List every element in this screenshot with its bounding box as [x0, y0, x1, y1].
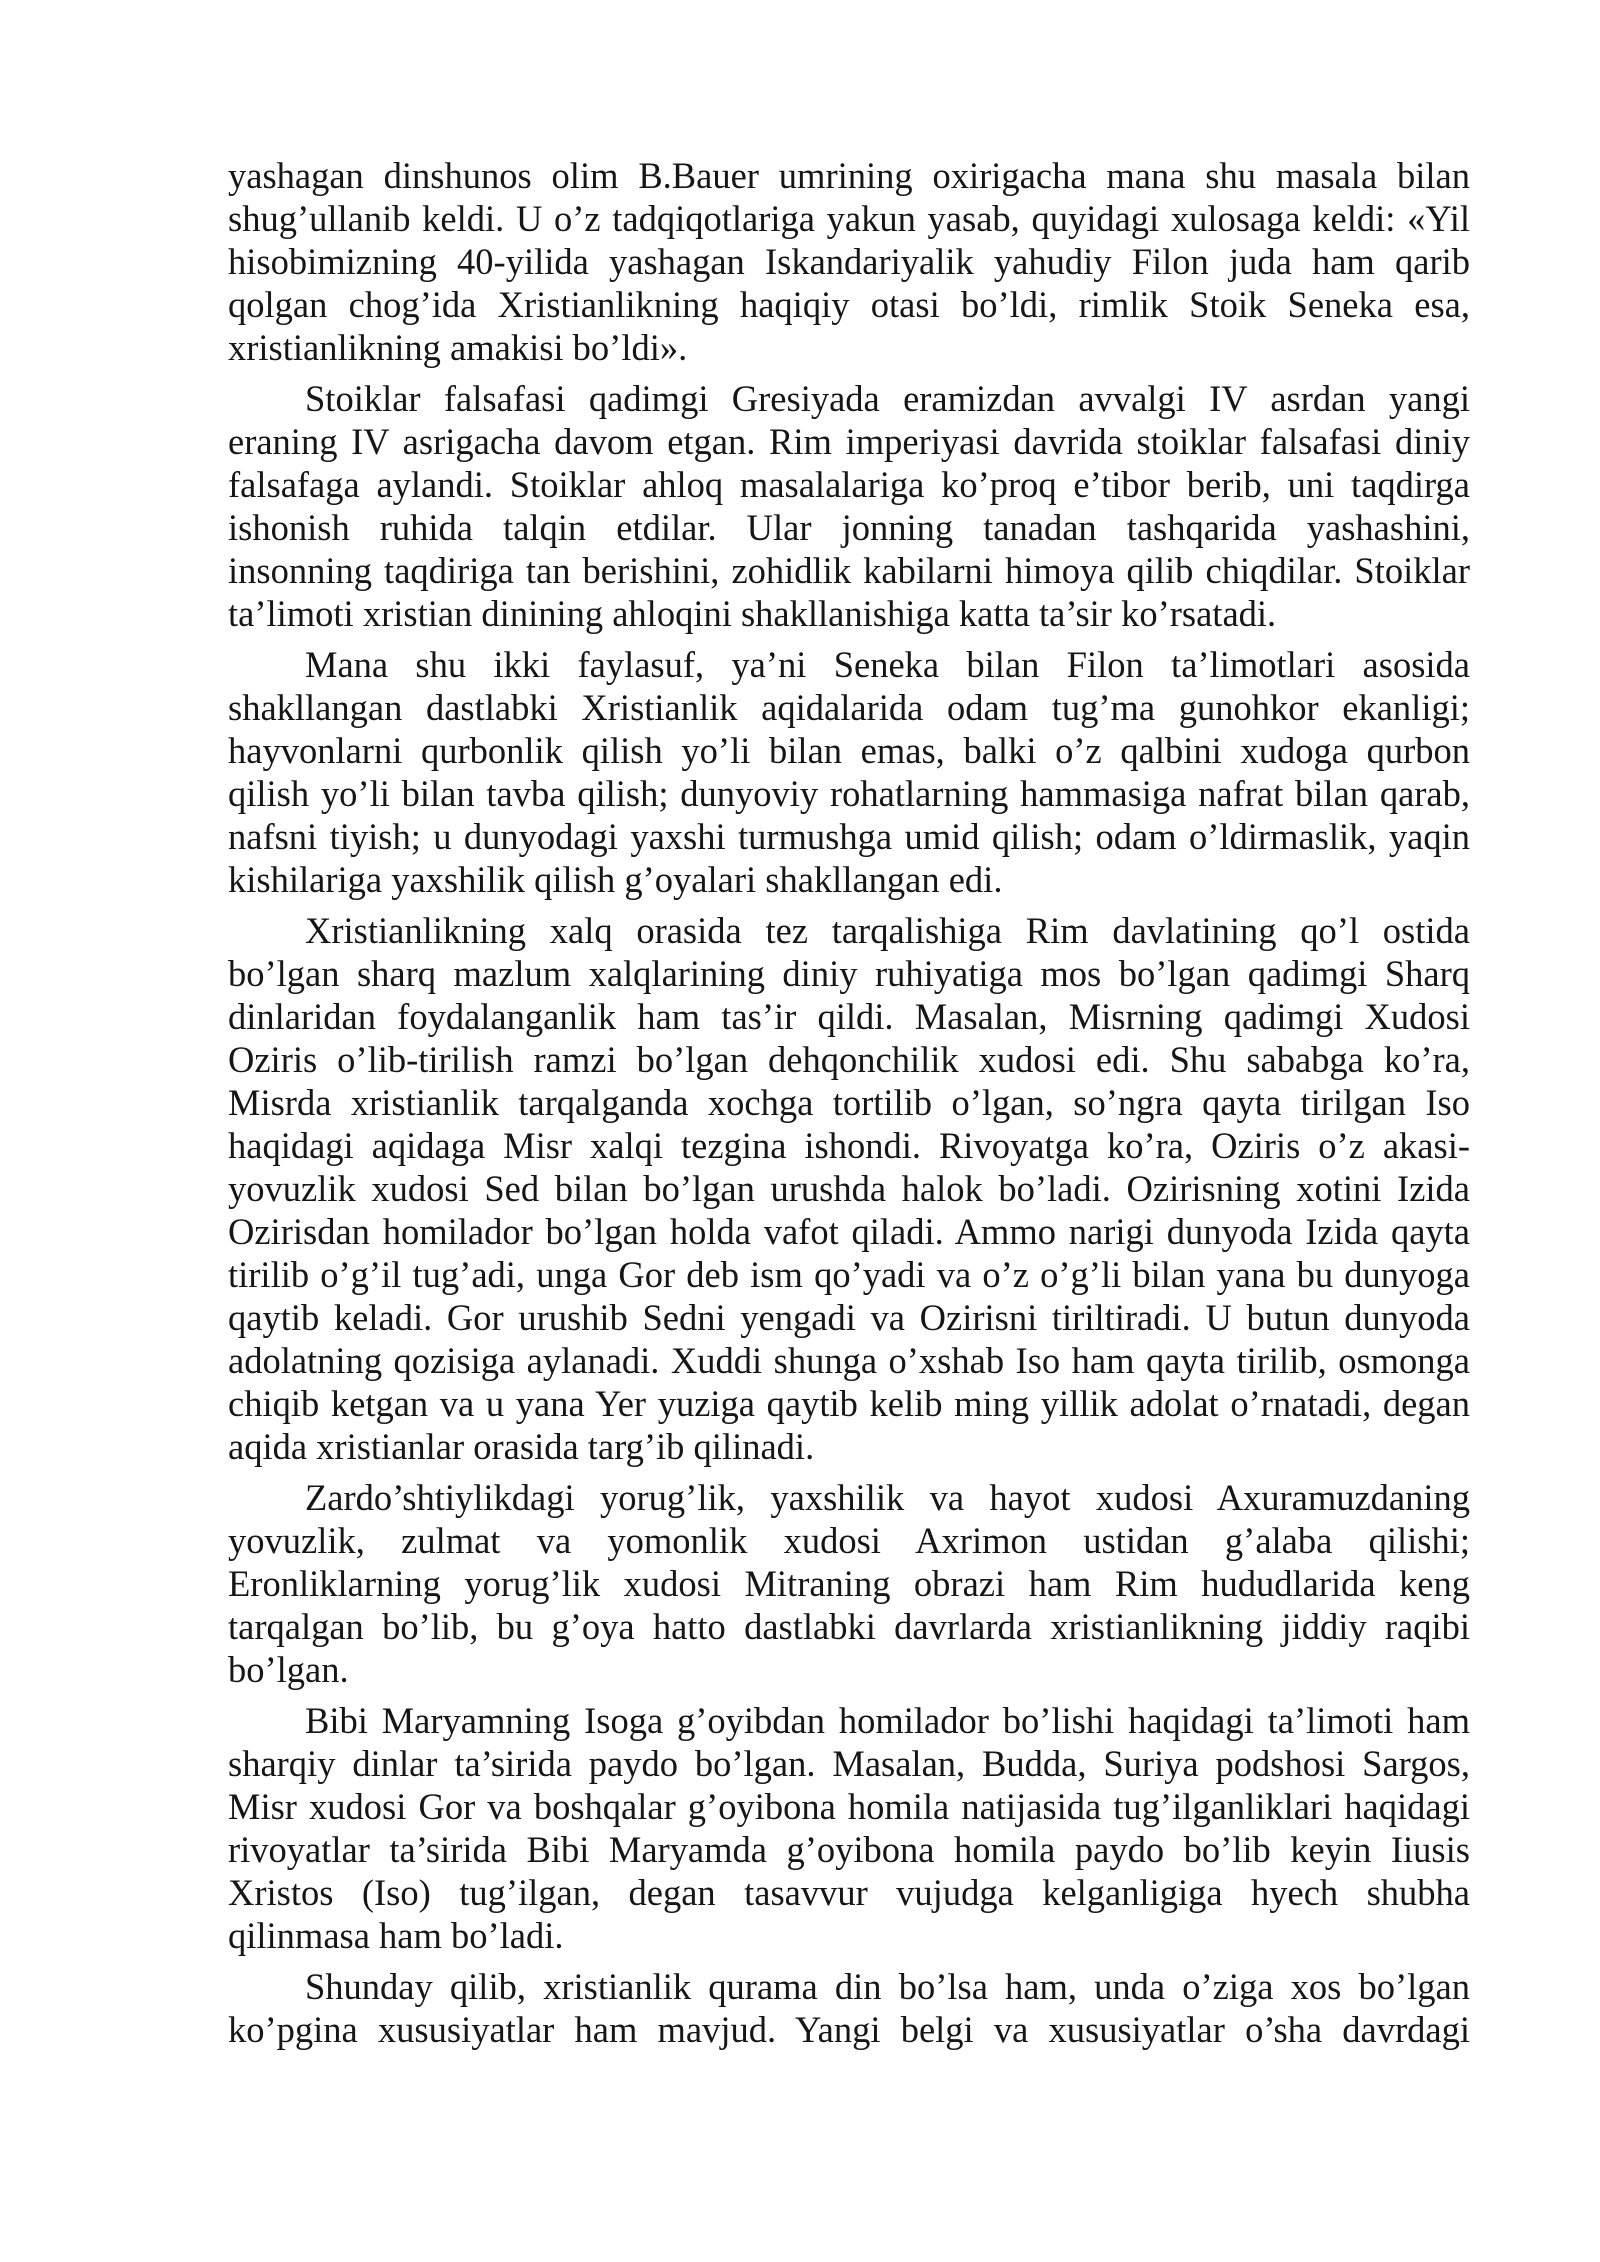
text-line: dinlaridan foydalanganlik ham tas’ir qildi. Masalan, Misrning qadimgi Xudosi — [228, 996, 1470, 1037]
text-line: sharqiy dinlar ta’sirida paydo bo’lgan. Masalan, Budda, Suriya podshosi Sargos, — [228, 1743, 1470, 1784]
paragraph-6 — [228, 1699, 1470, 1957]
text-line: Bibi Maryamning Isoga g’oyibdan homilador bo’lishi haqidagi ta’limoti ham — [305, 1700, 1470, 1741]
text-line: Shunday qilib, xristianlik qurama din bo’lsa ham, unda o’ziga xos bo’lgan — [305, 1966, 1470, 2007]
paragraph-4 — [228, 909, 1470, 1468]
text-line: insonning taqdiriga tan berishini, zohidlik kabilarni himoya qilib chiqdilar. Stoiklar — [228, 550, 1470, 591]
text-line: xristianlikning amakisi bo’ldi». — [228, 327, 688, 368]
text-line: nafsni tiyish; u dunyodagi yaxshi turmushga umid qilish; odam o’ldirmaslik, yaqin — [228, 816, 1470, 857]
text-line: shug’ullanib keldi. U o’z tadqiqotlariga yakun yasab, quyidagi xulosaga keldi: «Yil — [228, 198, 1470, 239]
text-line: ko’pgina xususiyatlar ham mavjud. Yangi belgi va xususiyatlar o’sha davrdagi — [228, 2009, 1470, 2050]
text-line: Xristianlikning xalq orasida tez tarqalishiga Rim davlatining qo’l ostida — [305, 910, 1470, 951]
paragraph-3 — [228, 643, 1470, 901]
text-line: falsafaga aylandi. Stoiklar ahloq masalalariga ko’proq e’tibor berib, uni taqdirga — [228, 464, 1470, 505]
text-line: haqidagi aqidaga Misr xalqi tezgina ishondi. Rivoyatga ko’ra, Oziris o’z akasi- — [228, 1125, 1470, 1166]
text-line: yovuzlik, zulmat va yomonlik xudosi Axrimon ustidan g’alaba qilishi; — [228, 1520, 1470, 1561]
paragraph-5 — [228, 1476, 1470, 1691]
text-line: hayvonlarni qurbonlik qilish yo’li bilan emas, balki o’z qalbini xudoga qurbon — [228, 730, 1470, 771]
text-line: Misr xudosi Gor va boshqalar g’oyibona homila natijasida tug’ilganliklari haqidagi — [228, 1786, 1470, 1827]
body-text — [228, 154, 1470, 2051]
text-line: rivoyatlar ta’sirida Bibi Maryamda g’oyibona homila paydo bo’lib keyin Iiusis — [228, 1829, 1470, 1870]
text-line: Oziris o’lib-tirilish ramzi bo’lgan dehqonchilik xudosi edi. Shu sababga ko’ra, — [228, 1039, 1470, 1080]
text-line: yashagan dinshunos olim B.Bauer umrining oxirigacha mana shu masala bilan — [228, 155, 1470, 196]
text-line: shakllangan dastlabki Xristianlik aqidalarida odam tug’ma gunohkor ekanligi; — [228, 687, 1470, 728]
text-line: kishilariga yaxshilik qilish g’oyalari shakllangan edi. — [228, 859, 1003, 900]
text-line: Stoiklar falsafasi qadimgi Gresiyada eramizdan avvalgi IV asrdan yangi — [305, 378, 1470, 419]
paragraph-1 — [228, 154, 1470, 369]
text-line: qolgan chog’ida Xristianlikning haqiqiy otasi bo’ldi, rimlik Stoik Seneka esa, — [228, 284, 1470, 325]
text-line: adolatning qozisiga aylanadi. Xuddi shunga o’xshab Iso ham qayta tirilib, osmonga — [228, 1340, 1470, 1381]
text-line: tarqalgan bo’lib, bu g’oya hatto dastlabki davrlarda xristianlikning jiddiy raqibi — [228, 1606, 1470, 1647]
paragraph-7 — [228, 1965, 1470, 2051]
text-line: bo’lgan sharq mazlum xalqlarining diniy ruhiyatiga mos bo’lgan qadimgi Sharq — [228, 953, 1470, 994]
text-line: hisobimizning 40-yilida yashagan Iskandariyalik yahudiy Filon juda ham qarib — [228, 241, 1470, 282]
text-line: qilinmasa ham bo’ladi. — [228, 1915, 564, 1956]
paragraph-2 — [228, 377, 1470, 635]
text-line: qilish yo’li bilan tavba qilish; dunyoviy rohatlarning hammasiga nafrat bilan qarab, — [228, 773, 1470, 814]
text-line: Zardo’shtiylikdagi yorug’lik, yaxshilik va hayot xudosi Axuramuzdaning — [305, 1477, 1470, 1518]
text-line: aqida xristianlar orasida targ’ib qilinadi. — [228, 1426, 815, 1467]
text-line: Xristos (Iso) tug’ilgan, degan tasavvur vujudga kelganligiga hyech shubha — [228, 1872, 1470, 1913]
text-line: eraning IV asrigacha davom etgan. Rim imperiyasi davrida stoiklar falsafasi diniy — [228, 421, 1470, 462]
text-line: Mana shu ikki faylasuf, ya’ni Seneka bilan Filon ta’limotlari asosida — [305, 644, 1470, 685]
text-line: ishonish ruhida talqin etdilar. Ular jonning tanadan tashqarida yashashini, — [228, 507, 1470, 548]
text-line: qaytib keladi. Gor urushib Sedni yengadi va Ozirisni tiriltiradi. U butun dunyoda — [228, 1297, 1470, 1338]
text-line: Eronliklarning yorug’lik xudosi Mitraning obrazi ham Rim hududlarida keng — [228, 1563, 1470, 1604]
text-line: bo’lgan. — [228, 1649, 349, 1690]
text-line: yovuzlik xudosi Sed bilan bo’lgan urushda halok bo’ladi. Ozirisning xotini Izida — [228, 1168, 1470, 1209]
text-line: Misrda xristianlik tarqalganda xochga tortilib o’lgan, so’ngra qayta tirilgan Iso — [228, 1082, 1470, 1123]
text-line: Ozirisdan homilador bo’lgan holda vafot qiladi. Ammo narigi dunyoda Izida qayta — [228, 1211, 1470, 1252]
text-line: tirilib o’g’il tug’adi, unga Gor deb ism qo’yadi va o’z o’g’li bilan yana bu dunyoga — [228, 1254, 1470, 1295]
text-line: ta’limoti xristian dinining ahloqini shakllanishiga katta ta’sir ko’rsatadi. — [228, 593, 1277, 634]
text-line: chiqib ketgan va u yana Yer yuziga qaytib kelib ming yillik adolat o’rnatadi, degan — [228, 1383, 1470, 1424]
